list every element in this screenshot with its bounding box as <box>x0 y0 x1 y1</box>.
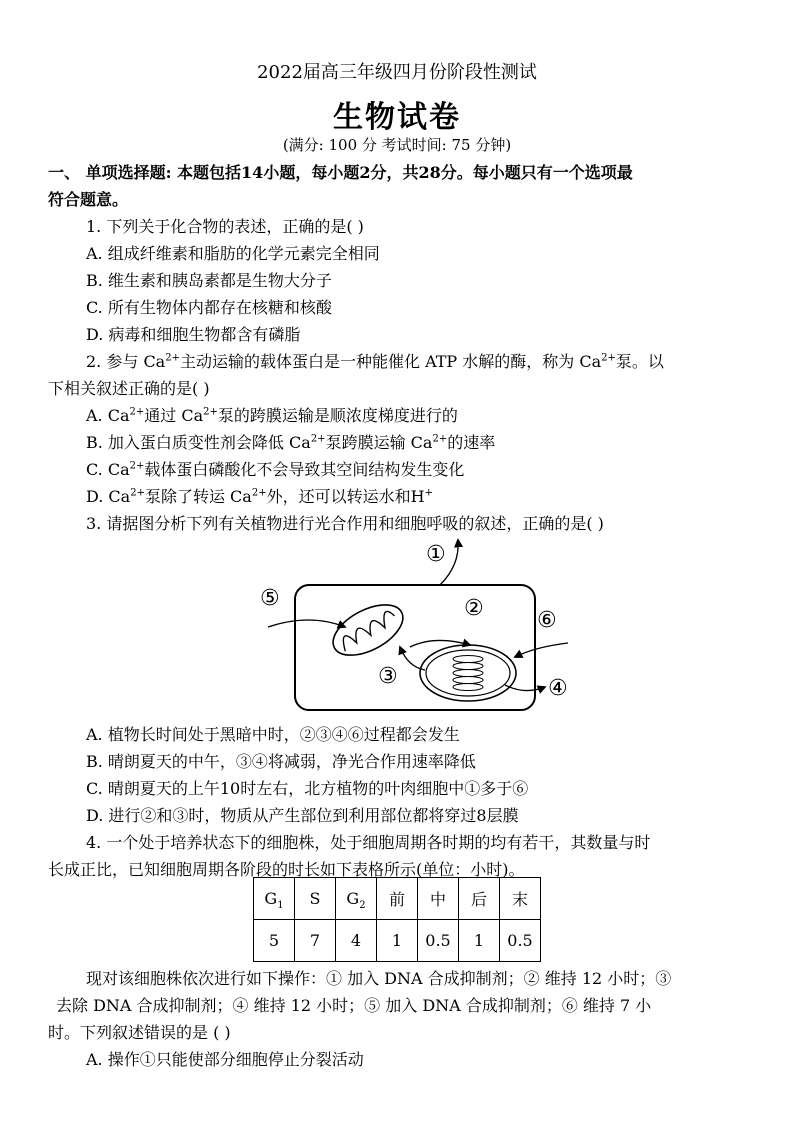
table-header-cell: 前 <box>377 878 418 920</box>
chloroplast <box>420 645 516 701</box>
exam-info: (满分: 100 分 考试时间: 75 分钟) <box>282 136 512 154</box>
table-header-cell: $G_1$ <box>254 878 295 920</box>
section-heading: 一、 单项选择题: 本题包括14小题，每小题2分，共28分。每小题只有一个选项最 <box>48 163 633 182</box>
table-cell: 0.5 <box>500 920 541 962</box>
q1-option-d: D. 病毒和细胞生物都含有磷脂 <box>86 325 301 344</box>
section-heading-cont: 符合题意。 <box>48 190 129 209</box>
q1-stem: 1. 下列关于化合物的表述，正确的是( ) <box>86 217 364 236</box>
cell-cycle-table <box>253 877 541 962</box>
q2-option-d: D. $Ca^{2+}$泵除了转运 $Ca^{2+}$外，还可以转运水和H+ <box>86 487 433 506</box>
label-4: ④ <box>548 676 568 701</box>
q3-option-c: C. 晴朗夏天的上午10时左右，北方植物的叶肉细胞中①多于⑥ <box>86 779 529 798</box>
table-cell: 0.5 <box>418 920 459 962</box>
label-2: ② <box>464 596 484 621</box>
arrow-6 <box>515 643 568 657</box>
table-header-cell: $G_2$ <box>336 878 377 920</box>
table-cell: 1 <box>459 920 500 962</box>
q1-option-c: C. 所有生物体内都存在核糖和核酸 <box>86 298 332 317</box>
exam-title: 2022届高三年级四月份阶段性测试 <box>257 62 537 83</box>
q3-stem: 3. 请据图分析下列有关植物进行光合作用和细胞呼吸的叙述，正确的是( ) <box>86 514 604 533</box>
q2-stem-cont: 下相关叙述正确的是( ) <box>48 379 210 398</box>
q4-operations-2: 去除 DNA 合成抑制剂；④ 维持 12 小时；⑤ 加入 DNA 合成抑制剂；⑥ 维持 7 小 <box>56 996 652 1015</box>
table-cell: 5 <box>254 920 295 962</box>
q2-option-a: A. $Ca^{2+}$通过 $Ca^{2+}$泵的跨膜运输是顺浓度梯度进行的 <box>86 406 458 425</box>
label-5: ⑤ <box>260 586 280 611</box>
table-cell: 7 <box>295 920 336 962</box>
table-cell: 1 <box>377 920 418 962</box>
table-row <box>254 920 541 962</box>
q4-operations-1: 现对该细胞株依次进行如下操作：① 加入 DNA 合成抑制剂；② 维持 12 小时；③ <box>86 969 672 988</box>
table-header-cell: 中 <box>418 878 459 920</box>
q2-stem: 2. 参与 $Ca^{2+}$主动运输的载体蛋白是一种能催化 ATP 水解的酶，称为 $Ca^{2+}$泵。以 <box>86 352 664 371</box>
q3-option-b: B. 晴朗夏天的中午，③④将减弱，净光合作用速率降低 <box>86 752 476 771</box>
q2-option-c: C. $Ca^{2+}$载体蛋白磷酸化不会导致其空间结构发生变化 <box>86 460 465 479</box>
label-6: ⑥ <box>537 608 557 633</box>
label-1: ① <box>426 542 446 567</box>
subject-title: 生物试卷 <box>333 100 461 135</box>
q1-option-a: A. 组成纤维素和脂肪的化学元素完全相同 <box>86 244 380 263</box>
q4-operations-3: 时。下列叙述错误的是 ( ) <box>48 1023 231 1042</box>
q4-stem-cont: 长成正比，已知细胞周期各阶段的时长如下表格所示(单位：小时)。 <box>48 860 525 879</box>
q4-stem: 4. 一个处于培养状态下的细胞株，处于细胞周期各时期的均有若干，其数量与时 <box>86 833 651 852</box>
table-header-cell: 末 <box>500 878 541 920</box>
q3-option-a: A. 植物长时间处于黑暗中时，②③④⑥过程都会发生 <box>86 725 460 744</box>
table-header-cell: S <box>295 878 336 920</box>
table-header-row <box>254 878 541 920</box>
q1-option-b: B. 维生素和胰岛素都是生物大分子 <box>86 271 332 290</box>
table-cell: 4 <box>336 920 377 962</box>
cell-diagram <box>250 535 580 725</box>
cell-outline <box>295 585 535 710</box>
label-3: ③ <box>378 664 398 689</box>
q2-option-b: B. 加入蛋白质变性剂会降低 $Ca^{2+}$泵跨膜运输 $Ca^{2+}$的速率 <box>86 433 496 452</box>
q4-option-a: A. 操作①只能使部分细胞停止分裂活动 <box>86 1050 364 1069</box>
table-header-cell: 后 <box>459 878 500 920</box>
mitochondrion <box>325 595 411 666</box>
q3-option-d: D. 进行②和③时，物质从产生部位到利用部位都将穿过8层膜 <box>86 806 519 825</box>
arrow-5 <box>268 620 345 627</box>
